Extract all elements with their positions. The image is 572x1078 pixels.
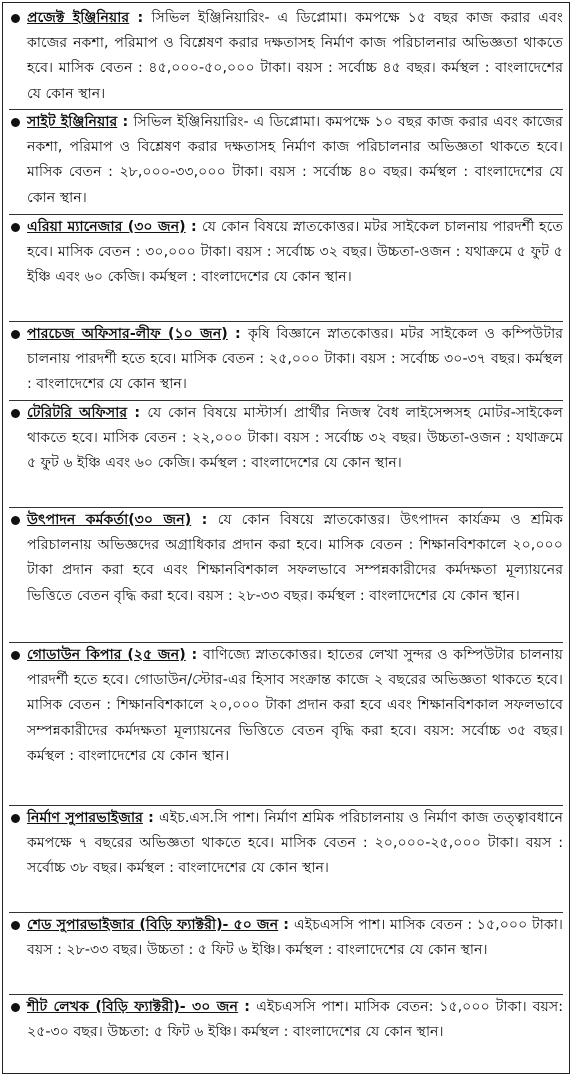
job-title-separator: : (129, 10, 152, 26)
job-title: প্রজেক্ট ইঞ্জিনিয়ার (27, 10, 130, 26)
bullet-icon (11, 921, 20, 930)
job-description: এইচএসসি পাশ। মাসিক বেতন: ১৫,০০০ টাকা। বয়স: ২৫-৩০ বছর। উচ্চতা: ৫ ফিট ৬ ইঞ্চি। কর্মস্থল : বাংলাদেশের যে কোন স্থান। (27, 999, 563, 1041)
job-listing-page (2, 2, 570, 1074)
job-description: সিভিল ইঞ্জিনিয়ারিং- এ ডিপ্লোমা। কমপক্ষে ১০ বছর কাজ করার এবং কাজের নকশা, পরিমাপ ও বিশ্লেষণ করার দক্ষতাসহ নির্মাণ কাজ পরিচালনার অভিজ্ঞতা থাকতে হবে। মাসিক বেতন : ২৮,০০০-৩৩,০০০ টাকা। বয়স : সর্বোচ্চ ৪০ বছর। কর্মস্থল : বাংলাদেশের যে কোন স্থান। (27, 114, 563, 206)
job-title: গোডাউন কিপার (২৫ জন) (27, 647, 186, 663)
job-title-separator: : (127, 405, 148, 421)
job-title: পারচেজ অফিসার-লীফ (১০ জন) (27, 326, 228, 342)
job-description: যে কোন বিষয়ে মাস্টার্স। প্রার্থীর নিজস্ব বৈধ লাইসেন্সসহ মোটর-সাইকেল থাকতে হবে। মাসিক বেতন : ২২,০০০ টাকা। বয়স : সর্বোচ্চ ৩২ বছর। উচ্চতা-ওজন : যথাক্রমে ৫ ফুট ৬ ইঞ্চি এবং ৬০ কেজি। কর্মস্থল : বাংলাদেশের যে কোন স্থান। (27, 405, 563, 472)
bullet-icon (11, 516, 20, 525)
job-title-separator: : (117, 114, 134, 130)
job-entry-sheet-writer (9, 995, 563, 1073)
job-entry-production-officer (9, 508, 563, 643)
job-description: যে কোন বিষয়ে স্নাতকোত্তর। উৎপাদন কার্যক্রম ও শ্রমিক পরিচালনায় অভিজ্ঞদের অগ্রাধিকার প্রদান করা হবে। মাসিক বেতন : শিক্ষানবিশকালে ২০,০০০ টাকা প্রদান করা হবে এবং শিক্ষানবিশকাল সফলভাবে সম্পন্নকারীদের কর্মদক্ষতা মূল্যায়নের ভিত্তিতে বেতন বৃদ্ধি করা হবে। বয়স : ২৮-৩৩ বছর। কর্মস্থল : বাংলাদেশের যে কোন স্থান। (27, 512, 563, 604)
job-description: এইচএসসি পাশ। মাসিক বেতন : ১৫,০০০ টাকা। বয়স : ২৮-৩৩ বছর। উচ্চতা : ৫ ফিট ৬ ইঞ্চি। কর্মস্থল : বাংলাদেশের যে কোন স্থান। (27, 917, 563, 959)
job-title-separator: : (185, 219, 203, 235)
job-entry-territory-officer (9, 401, 563, 508)
job-title: শীট লেখক (বিড়ি ফ্যাক্টরী)- ৩০ জন (27, 999, 238, 1015)
job-title-separator: : (185, 647, 203, 663)
bullet-icon (11, 1003, 20, 1012)
bullet-icon (11, 330, 20, 339)
job-title-separator: : (227, 326, 248, 342)
job-description: এইচ.এস.সি পাশ। নির্মাণ শ্রমিক পরিচালনায় ও নির্মাণ কাজ তত্ত্বাবধানে কমপক্ষে ৭ বছরের অভিজ্ঞতা থাকতে হবে। মাসিক বেতন : ২০,০০০-২৫,০০০ টাকা। বয়স : সর্বোচ্চ ৩৮ বছর। কর্মস্থল : বাংলাদেশের যে কোন স্থান। (27, 810, 563, 877)
job-description: কৃষি বিজ্ঞানে স্নাতকোত্তর। মটর সাইকেল ও কম্পিউটার চালনায় পারদর্শী হতে হবে। মাসিক বেতন : ২৫,০০০ টাকা। বয়স : সর্বোচ্চ ৩০-৩৭ বছর। কর্মস্থল : বাংলাদেশের যে কোন স্থান। (27, 326, 563, 393)
job-title-separator: : (142, 810, 160, 826)
bullet-icon (11, 223, 20, 232)
job-title-separator: : (191, 512, 218, 528)
bullet-icon (11, 409, 20, 418)
job-entry-godown-keeper (9, 643, 563, 806)
job-description: বাণিজ্যে স্নাতকোত্তর। হাতের লেখা সুন্দর ও কম্পিউটার চালনায় পারদর্শী হতে হবে। গোডাউন/স্টোর-এর হিসাব সংক্রান্ত কাজে ২ বছরের অভিজ্ঞতা থাকতে হবে। মাসিক বেতন : শিক্ষানবিশকালে ২০,০০০ টাকা প্রদান করা হবে এবং শিক্ষানবিশকাল সফলভাবে সম্পন্নকারীদের কর্মদক্ষতা মূল্যায়নের ভিত্তিতে বেতন বৃদ্ধি করা হবে। বয়স: সর্বোচ্চ ৩৫ বছর। কর্মস্থল : বাংলাদেশের যে কোন স্থান। (27, 647, 563, 764)
job-title: উৎপাদন কর্মকর্তা(৩০ জন) (27, 512, 192, 528)
job-description: যে কোন বিষয়ে স্নাতকোত্তর। মটর সাইকেল চালনায় পারদর্শী হতে হবে। মাসিক বেতন : ৩০,০০০ টাকা। বয়স : সর্বোচ্চ ৩২ বছর। উচ্চতা-ওজন : যথাক্রমে ৫ ফুট ৫ ইঞ্চি এবং ৬০ কেজি। কর্মস্থল : বাংলাদেশের যে কোন স্থান। (27, 219, 563, 286)
job-title-separator: : (278, 917, 295, 933)
job-title: টেরিটরি অফিসার (27, 405, 128, 421)
job-title: সাইট ইঞ্জিনিয়ার (27, 114, 118, 130)
job-entry-shed-supervisor (9, 913, 563, 995)
job-title-separator: : (237, 999, 257, 1015)
bullet-icon (11, 14, 20, 23)
bullet-icon (11, 118, 20, 127)
job-entry-construction-supervisor (9, 806, 563, 913)
job-description: সিভিল ইঞ্জিনিয়ারিং- এ ডিপ্লোমা। কমপক্ষে ১৫ বছর কাজ করার এবং কাজের নকশা, পরিমাপ ও বিশ্লেষণ করার দক্ষতাসহ নির্মাণ কাজ পরিচালনার অভিজ্ঞতা থাকতে হবে। মাসিক বেতন : ৪৫,০০০-৫০,০০০ টাকা। বয়স : সর্বোচ্চ ৪৫ বছর। কর্মস্থল : বাংলাদেশের যে কোন স্থান। (27, 10, 563, 102)
job-entry-purchase-officer-leaf (9, 322, 563, 401)
bullet-icon (11, 651, 20, 660)
job-title: নির্মাণ সুপারভাইজার (27, 810, 143, 826)
job-entry-area-manager (9, 215, 563, 322)
bullet-icon (11, 814, 20, 823)
job-title: এরিয়া ম্যানেজার (৩০ জন) (27, 219, 186, 235)
job-entry-project-engineer (9, 6, 563, 110)
job-title: শেড সুপারভাইজার (বিড়ি ফ্যাক্টরী)- ৫০ জন (27, 917, 279, 933)
job-entry-site-engineer (9, 110, 563, 215)
